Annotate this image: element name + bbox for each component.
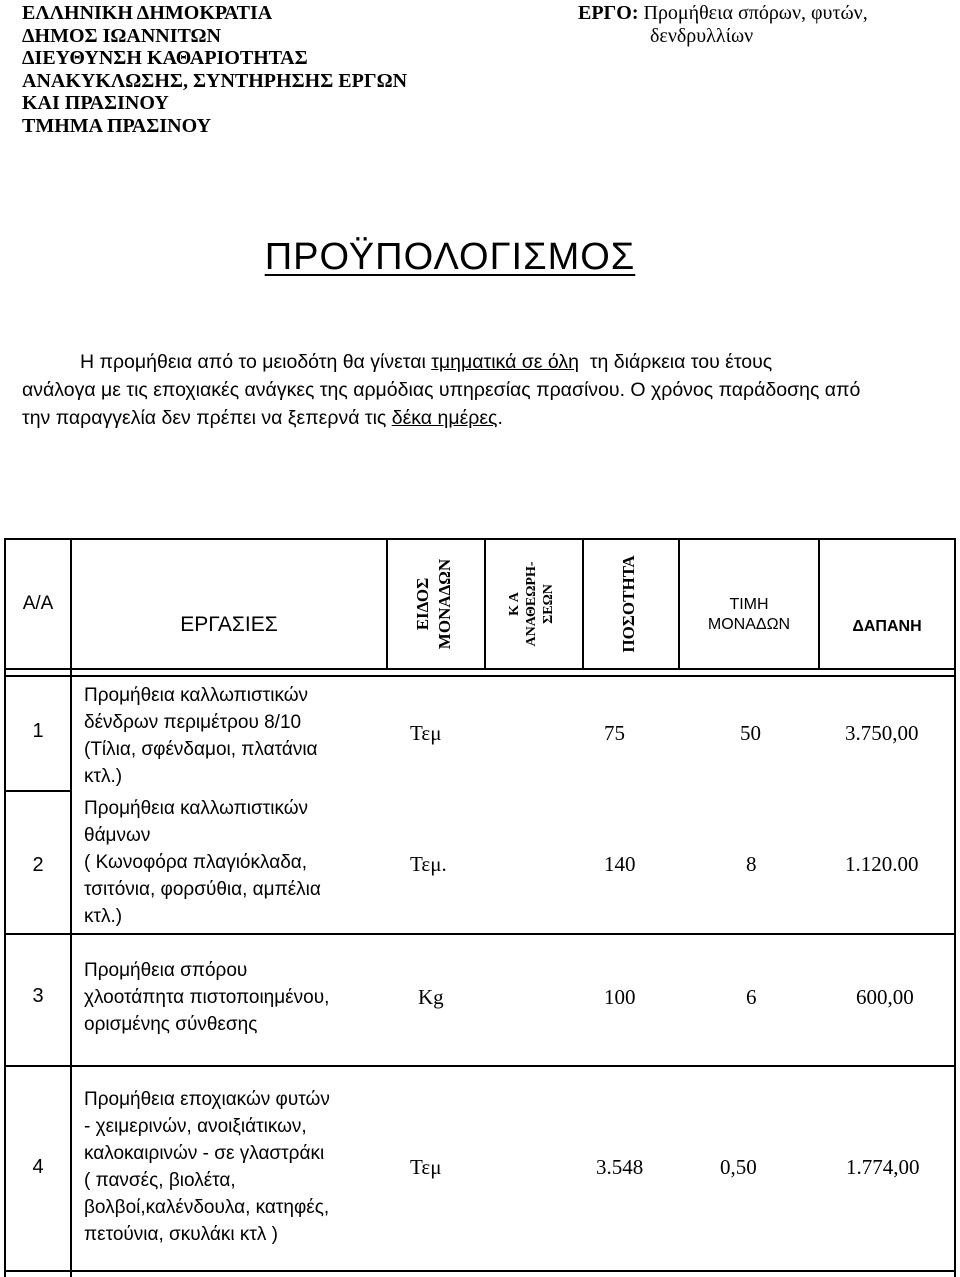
page-title: ΠΡΟΫΠΟΛΟΓΙΣΜΟΣ <box>264 236 636 278</box>
project-title: Προμήθεια σπόρων, φυτών, <box>643 2 868 24</box>
project-title-cont: δενδρυλλίων <box>650 24 754 47</box>
col-header-ka <box>506 548 562 660</box>
cost-cell: 1.120.00 <box>845 852 919 876</box>
header-text: ΣΕΩΝ <box>541 584 556 624</box>
table-border <box>4 538 956 540</box>
quantity-cell: 3.548 <box>596 1155 644 1179</box>
table-border <box>4 1270 956 1272</box>
header-text: ΜΟΝΑΔΩΝ <box>707 616 791 633</box>
desc-line: Προμήθεια σπόρου <box>84 960 248 981</box>
table-border <box>4 1065 956 1067</box>
table-border <box>4 675 956 677</box>
header-line: ΚΑΙ ΠΡΑΣΙΝΟΥ <box>22 92 169 114</box>
table-border <box>954 538 956 1277</box>
desc-line: (Τίλια, σφένδαμοι, πλατάνια <box>84 739 318 760</box>
desc-line: Προμήθεια καλλωπιστικών <box>84 798 309 819</box>
row-description <box>84 795 374 930</box>
project-label: ΕΡΓΟ: <box>578 2 639 24</box>
header-line: ΑΝΑΚΥΚΛΩΣΗΣ, ΣΥΝΤΗΡΗΣΗΣ ΕΡΓΩΝ <box>22 69 408 92</box>
table-border <box>484 538 486 670</box>
intro-underlined: δέκα ημέρες <box>391 407 498 429</box>
table-border <box>4 933 956 935</box>
intro-text: ανάλογα με τις εποχιακές ανάγκες της αρμόδιας υπηρεσίας πρασίνου. Ο χρόνος παράδοσης από <box>22 379 861 401</box>
desc-line: θάμνων <box>84 825 151 846</box>
unit-cell: Kg <box>418 985 444 1009</box>
intro-text: Η προμήθεια από το μειοδότη θα γίνεται <box>80 351 432 373</box>
authority-header <box>22 2 407 137</box>
desc-line: τσιτόνια, φορσύθια, αμπέλια <box>84 879 321 900</box>
unit-cell: Τεμ <box>410 1155 442 1179</box>
quantity-cell: 100 <box>604 985 636 1009</box>
desc-line: ορισμένης σύνθεσης <box>84 1014 258 1035</box>
unit-cell: Τεμ <box>410 721 442 745</box>
desc-line: χλοοτάπητα πιστοποιημένου, <box>84 987 330 1008</box>
desc-line: Προμήθεια καλλωπιστικών <box>84 685 309 706</box>
project-header <box>578 2 868 47</box>
unit-price-cell: 8 <box>746 852 757 876</box>
desc-line: ( πανσές, βιολέτα, <box>84 1170 236 1191</box>
col-header-ergasies: ΕΡΓΑΣΙΕΣ <box>180 613 278 636</box>
quantity-cell: 75 <box>604 721 625 745</box>
table-border <box>818 538 820 670</box>
table-border <box>4 668 956 670</box>
intro-text: τη διάρκεια του έτους <box>578 351 773 373</box>
col-header-dapani: ΔΑΠΑΝΗ <box>852 618 922 635</box>
intro-text: . <box>497 407 503 429</box>
row-description <box>84 682 374 790</box>
header-text: ΕΙΔΟΣ <box>413 577 432 631</box>
cost-cell: 600,00 <box>856 985 914 1009</box>
header-text: ΤΙΜΗ <box>729 596 769 613</box>
desc-line: βολβοί,καλένδουλα, κατηφές, <box>84 1197 330 1218</box>
unit-price-cell: 0,50 <box>720 1155 757 1179</box>
intro-text: την παραγγελία δεν πρέπει να ξεπερνά τις <box>22 407 392 429</box>
col-header-posotita: ΠΟΣΟΤΗΤΑ <box>619 555 638 653</box>
unit-cell: Τεμ. <box>410 852 447 876</box>
row-description <box>84 957 374 1038</box>
col-header-timi <box>680 590 818 640</box>
header-line: ΔΗΜΟΣ ΙΩΑΝΝΙΤΩΝ <box>22 24 221 47</box>
unit-price-cell: 6 <box>746 985 757 1009</box>
row-number: 2 <box>32 854 44 876</box>
desc-line: κτλ.) <box>84 906 123 927</box>
header-text: Κ Α <box>507 592 522 616</box>
col-header-aa: Α/Α <box>22 593 54 614</box>
desc-line: καλοκαιρινών - σε γλαστράκι <box>84 1143 325 1164</box>
row-number: 3 <box>32 985 44 1007</box>
row-number: 1 <box>32 720 44 742</box>
desc-line: ( Κωνοφόρα πλαγιόκλαδα, <box>84 852 308 873</box>
table-border <box>582 538 584 670</box>
desc-line: Προμήθεια εποχιακών φυτών <box>84 1089 330 1110</box>
desc-line: κτλ.) <box>84 766 123 787</box>
desc-line: πετούνια, σκυλάκι κτλ ) <box>84 1224 278 1245</box>
intro-underlined: τμηματικά σε όλη <box>431 351 579 373</box>
header-text: ΑΝΑΘΕΩΡΗ- <box>524 561 539 647</box>
row-number: 4 <box>32 1156 44 1178</box>
table-border <box>386 538 388 670</box>
header-line: ΤΜΗΜΑ ΠΡΑΣΙΝΟΥ <box>22 114 212 137</box>
table-border <box>4 790 72 792</box>
desc-line: - χειμερινών, ανοιξιάτικων, <box>84 1116 307 1137</box>
header-text: ΜΟΝΑΔΩΝ <box>435 558 454 650</box>
header-line: ΔΙΕΥΘΥΝΣΗ ΚΑΘΑΡΙΟΤΗΤΑΣ <box>22 47 308 69</box>
quantity-cell: 140 <box>604 852 636 876</box>
header-line: ΕΛΛΗΝΙΚΗ ΔΗΜΟΚΡΑΤΙΑ <box>22 2 273 24</box>
unit-price-cell: 50 <box>740 721 761 745</box>
row-description <box>84 1086 374 1248</box>
cost-cell: 3.750,00 <box>845 721 919 745</box>
col-header-eidos <box>412 544 460 664</box>
desc-line: δένδρων περιμέτρου 8/10 <box>84 712 302 733</box>
cost-cell: 1.774,00 <box>846 1155 920 1179</box>
intro-paragraph <box>22 348 928 432</box>
